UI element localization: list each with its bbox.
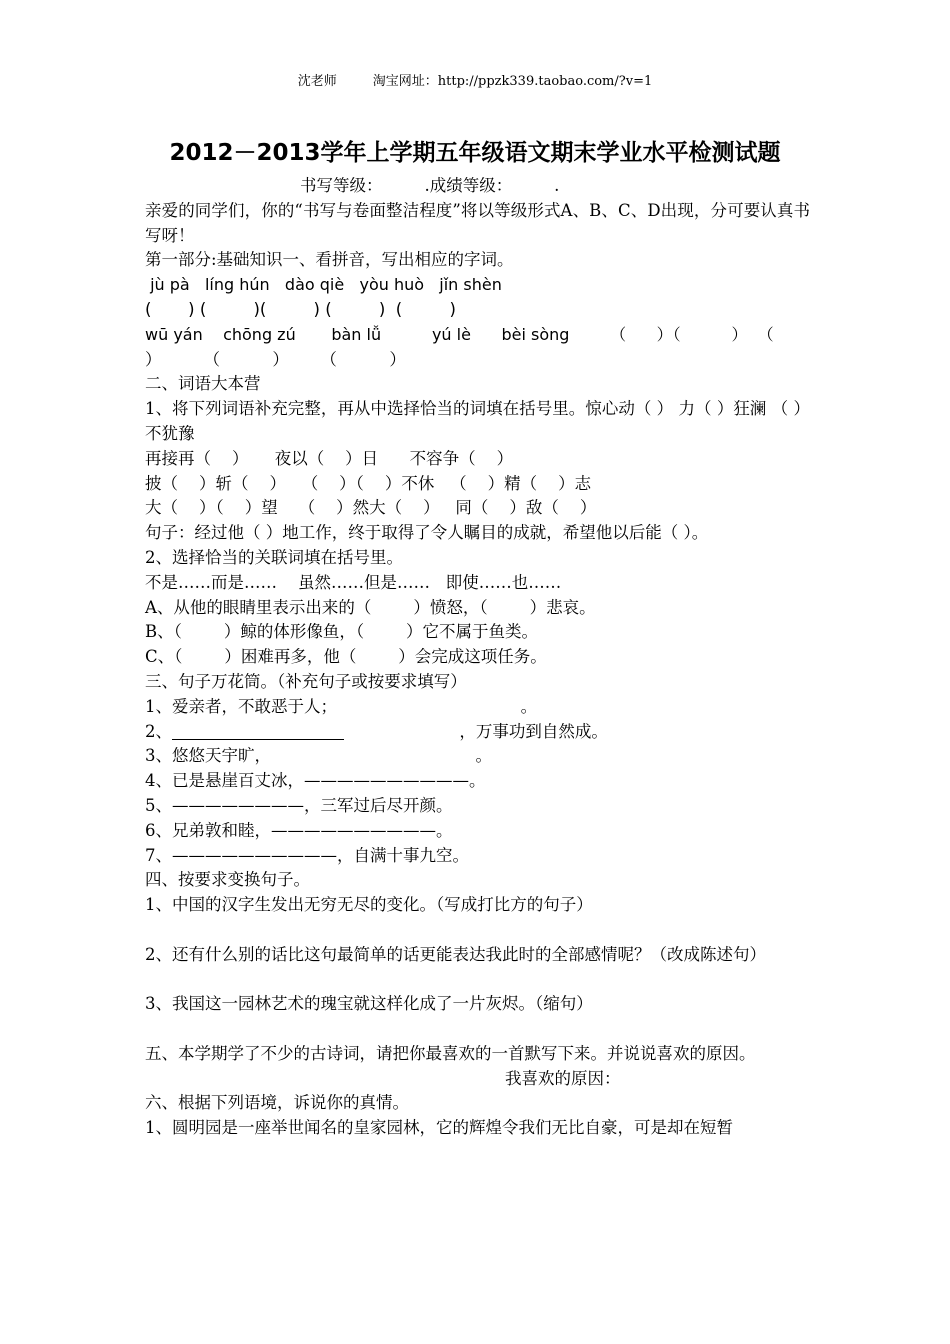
section2-q2: 2、选择恰当的关联词填在括号里。 <box>145 547 403 567</box>
section6-heading: 六、根据下列语境，诉说你的真情。 <box>145 1093 409 1113</box>
answer-underline <box>172 721 344 740</box>
section2-heading: 二、词语大本营 <box>145 374 261 394</box>
section2-item-c: C、（ ）困难再多，他（ ）会完成这项任务。 <box>145 647 547 667</box>
section3-heading: 三、句子万花筒。（补充句子或按要求填写） <box>145 671 467 691</box>
section5-heading: 五、本学期学了不少的古诗词，请把你最喜欢的一首默写下来。并说说喜欢的原因。 <box>145 1043 756 1063</box>
page-header <box>0 70 950 89</box>
intro-text: 亲爱的同学们，你的“书写与卷面整洁程度”将以等级形式A、B、C、D出现，分可要认真书写呀！ <box>145 200 810 245</box>
bracket-row-2: ） （ ） （ ） <box>145 349 406 369</box>
section3-item-5: 5、————————，三军过后尽开颜。 <box>145 795 453 815</box>
section3-item-1: 1、爱亲者，不敢恶于人； 。 <box>145 696 538 716</box>
section3-item-2 <box>145 720 810 745</box>
section2-q1: 1、将下列词语补充完整，再从中选择恰当的词填在括号里。惊心动（ ） 力（ ）狂澜 （ ）不犹豫 <box>145 399 810 443</box>
section2-item-a: A、从他的眼睛里表示出来的（ ）愤怒，（ ）悲哀。 <box>145 597 596 617</box>
section4-heading: 四、按要求变换句子。 <box>145 870 310 890</box>
section3-item-3: 3、悠悠天宇旷， 。 <box>145 746 493 766</box>
pinyin-row-2: wū yán chōng zú bàn lǚ yú lè bèi sòng （ ）（ ） （ <box>145 324 774 344</box>
answer-space <box>145 918 810 943</box>
section3-item-7: 7、——————————，自满十事九空。 <box>145 845 469 865</box>
section2-sentence: 句子：经过他（ ）地工作，终于取得了令人瞩目的成就，希望他以后能（ ）。 <box>145 523 709 543</box>
part1-heading: 第一部分:基础知识一、看拼音，写出相应的字词。 <box>145 250 514 270</box>
section3-item-6: 6、兄弟敦和睦，——————————。 <box>145 820 453 840</box>
bracket-row-1: ( ) ( )( ) ( ) ( ) <box>145 299 456 319</box>
section3-item-4: 4、已是悬崖百丈冰，——————————。 <box>145 771 486 791</box>
answer-space <box>145 1017 810 1042</box>
section2-line-2: 再接再（ ） 夜以（ ）日 不容争（ ） <box>145 448 514 468</box>
teacher-name: 沈老师 <box>297 74 337 89</box>
section3-item-2-suffix: ，万事功到自然成。 <box>344 721 608 741</box>
section4-item-2: 2、还有什么别的话比这句最简单的话更能表达我此时的全部感情呢？（改成陈述句） <box>145 944 766 964</box>
shop-url: 淘宝网址：http://ppzk339.taobao.com/?v=1 <box>372 74 653 89</box>
exam-title: 2012－2013学年上学期五年级语文期末学业水平检测试题 <box>169 140 781 166</box>
section6-item-1: 1、圆明园是一座举世闻名的皇家园林，它的辉煌令我们无比自豪，可是却在短暂 <box>145 1118 733 1138</box>
section3-item-2-prefix: 2、 <box>145 721 172 741</box>
section2-line-3: 披（ ）斩（ ） （ ）（ ）不休 （ ）精（ ）志 <box>145 473 592 493</box>
conjunction-options: 不是……而是…… 虽然……但是…… 即使……也…… <box>145 572 562 592</box>
section2-line-4: 大（ ）（ ）望 （ ）然大（ ） 同（ ）敌（ ） <box>145 498 597 518</box>
pinyin-row-1: jù pà líng hún dào qiè yòu huò jǐn shèn <box>145 275 502 295</box>
grade-line: 书写等级： .成绩等级： . <box>300 176 560 195</box>
section4-item-3: 3、我国这一园林艺术的瑰宝就这样化成了一片灰烬。（缩句） <box>145 994 593 1014</box>
reason-label: 我喜欢的原因： <box>505 1068 621 1088</box>
exam-body <box>145 174 810 1141</box>
section2-item-b: B、（ ）鲸的体形像鱼，（ ）它不属于鱼类。 <box>145 622 539 642</box>
section4-item-1: 1、中国的汉字生发出无穷无尽的变化。（写成打比方的句子） <box>145 895 593 915</box>
answer-space <box>145 968 810 993</box>
